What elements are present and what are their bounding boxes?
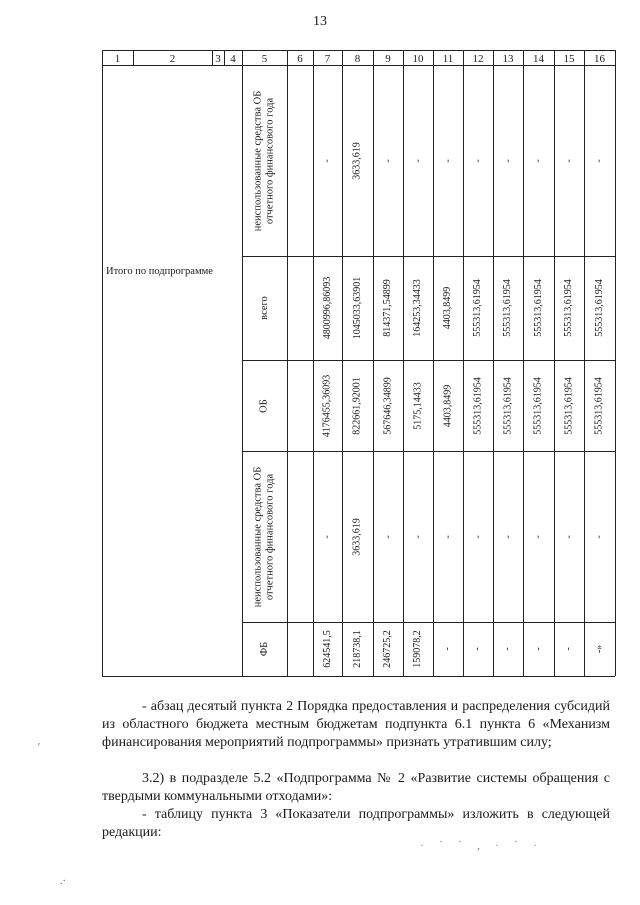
table-row-divider bbox=[242, 622, 615, 623]
column-number: 8 bbox=[354, 53, 361, 65]
subprogram-total-label: Итого по подпрограмме bbox=[106, 266, 213, 277]
table-column-line bbox=[287, 50, 288, 676]
table-cell-value: 3633,619 bbox=[351, 517, 363, 556]
table-cell-value: 4403,8499 bbox=[442, 286, 453, 330]
table-cell-value: 555313,61954 bbox=[593, 376, 605, 435]
table-border-bottom bbox=[102, 676, 615, 677]
row-label: ФБ bbox=[258, 641, 270, 657]
paragraph-abzac: - абзац десятый пункта 2 Порядка предоставления и распределения субсидий из областного бюджета местным бюджетам подпункта 6.1 пункта 6 «Механизм финансирования мероприятий подпрограммы» признать утратившим силу; bbox=[102, 699, 610, 750]
column-number: 4 bbox=[230, 53, 236, 65]
table-cell-value: - bbox=[563, 647, 574, 651]
column-number: 14 bbox=[533, 53, 544, 65]
table-cell-value: 4176455,36093 bbox=[321, 374, 333, 437]
table-cell-value: 567646,34899 bbox=[382, 376, 393, 435]
table-cell-value: - bbox=[412, 534, 423, 539]
table-column-line bbox=[463, 50, 464, 676]
table-column-line bbox=[584, 50, 585, 676]
table-row-divider bbox=[242, 256, 615, 257]
table-cell-value: - bbox=[442, 534, 453, 539]
column-number: 1 bbox=[114, 53, 121, 65]
table-cell-value: 814371,54899 bbox=[382, 279, 393, 337]
table-cell-value: - bbox=[593, 158, 605, 163]
table-column-line bbox=[242, 50, 243, 676]
table-cell-value: - bbox=[502, 158, 513, 163]
paragraph-subsection: 3.2) в подразделе 5.2 «Подпрограмма № 2 «Развитие системы обращения с твердыми коммунальными отходами»: bbox=[102, 771, 610, 804]
table-cell-value: 4403,8499 bbox=[442, 384, 453, 427]
scan-mark: ' bbox=[38, 742, 40, 753]
column-number: 16 bbox=[594, 53, 605, 65]
table-cell-value: - bbox=[382, 158, 393, 163]
table-column-line bbox=[615, 50, 616, 676]
table-cell-value: - bbox=[502, 647, 513, 651]
table-cell-value: 1045033,63901 bbox=[351, 276, 363, 340]
table-cell-value: - bbox=[593, 534, 605, 539]
table-cell-value: - bbox=[532, 647, 544, 651]
table-cell-value: 555313,61954 bbox=[593, 279, 605, 337]
paragraph-table-instruction: - таблицу пункта 3 «Показатели подпрограммы» изложить в следующей редакции: bbox=[102, 807, 610, 840]
table-cell-value: - bbox=[382, 534, 393, 539]
table-cell-value: 4800996,86093 bbox=[321, 276, 333, 340]
table-cell-value: - bbox=[532, 534, 544, 539]
column-number: 13 bbox=[502, 53, 514, 65]
table-column-line bbox=[342, 50, 343, 676]
table-cell-value: 555313,61954 bbox=[563, 279, 574, 337]
table-column-line bbox=[523, 50, 524, 676]
table-cell-value: - bbox=[532, 158, 544, 163]
table-cell-value: - bbox=[502, 534, 513, 539]
column-number: 9 bbox=[385, 53, 391, 65]
table-cell-value: 5175,14433 bbox=[412, 381, 423, 430]
table-cell-value: 555313,61954 bbox=[472, 279, 483, 337]
table-cell-value: -» bbox=[593, 644, 605, 654]
scan-mark: .· bbox=[60, 876, 66, 887]
table-column-line bbox=[493, 50, 494, 676]
column-number: 6 bbox=[297, 53, 303, 65]
table-cell-value: - bbox=[442, 158, 453, 163]
column-number: 15 bbox=[563, 53, 575, 65]
table-cell-value: - bbox=[472, 158, 483, 163]
table-border-top bbox=[102, 50, 615, 51]
table-cell-value: - bbox=[472, 647, 483, 651]
table-cell-value: - bbox=[321, 158, 333, 163]
scan-noise: · ´ ` , · ` · bbox=[420, 838, 543, 852]
table-cell-value: 555313,61954 bbox=[532, 279, 544, 337]
table-row-divider bbox=[242, 451, 615, 452]
table-cell-value: 555313,61954 bbox=[472, 376, 483, 435]
table-cell-value: - bbox=[321, 534, 333, 539]
table-row-divider bbox=[242, 360, 615, 361]
table-column-line bbox=[373, 50, 374, 676]
table-cell-value: 555313,61954 bbox=[563, 376, 574, 435]
table-cell-value: 555313,61954 bbox=[502, 376, 513, 435]
table-cell-value: - bbox=[412, 158, 423, 163]
column-number: 10 bbox=[412, 53, 424, 65]
row-label: неиспользованные средства ОБ отчетного финансового года bbox=[252, 90, 276, 231]
column-number: 5 bbox=[261, 53, 268, 65]
table-cell-value: 555313,61954 bbox=[532, 376, 544, 435]
table-cell-value: - bbox=[563, 534, 574, 539]
column-number: 2 bbox=[169, 53, 176, 65]
table-cell-value: 624541,5 bbox=[321, 630, 333, 668]
table-cell-value: 159078,2 bbox=[412, 630, 423, 668]
table-cell-value: 164253,34433 bbox=[412, 279, 423, 337]
table-column-line bbox=[102, 50, 103, 676]
column-number: 11 bbox=[442, 53, 454, 65]
table-column-line bbox=[554, 50, 555, 676]
row-label: неиспользованные средства ОБ отчетного финансового года bbox=[252, 466, 276, 607]
row-label: всего bbox=[258, 296, 270, 320]
page-number: 13 bbox=[313, 14, 327, 29]
table-column-line bbox=[433, 50, 434, 676]
row-label: ОБ bbox=[258, 398, 270, 413]
table-cell-value: 555313,61954 bbox=[502, 279, 513, 337]
table-cell-value: 218738,1 bbox=[351, 630, 363, 668]
column-number: 7 bbox=[324, 53, 331, 65]
column-number: 3 bbox=[215, 53, 221, 65]
table-cell-value: 246725,2 bbox=[382, 630, 393, 668]
table-cell-value: 3633,619 bbox=[351, 141, 363, 180]
table-cell-value: - bbox=[563, 158, 574, 163]
table-column-line bbox=[313, 50, 314, 676]
table-cell-value: - bbox=[472, 534, 483, 539]
table-cell-value: 822661,92001 bbox=[351, 376, 363, 435]
table-column-line bbox=[403, 50, 404, 676]
column-number: 12 bbox=[472, 53, 484, 65]
table-cell-value: - bbox=[442, 647, 453, 651]
